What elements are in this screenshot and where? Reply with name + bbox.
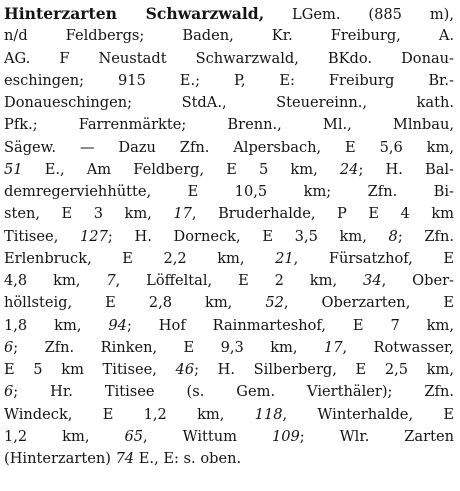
entry-text: sten, E 3 km, — [4, 205, 174, 223]
entry-text: AG. F Neustadt Schwarzwald, BKdo. Donau- — [4, 49, 454, 67]
entry-line — [4, 426, 454, 448]
entry-line — [4, 114, 454, 136]
entry-text: , Bruderhalde, P E 4 km — [191, 205, 454, 223]
entry-text: 4,8 km, — [4, 272, 107, 289]
entry-text: , Rotwasser, — [342, 338, 454, 356]
entry-line — [4, 48, 454, 70]
entry-text: ; Hof Rainmarteshof, E 7 km, — [126, 316, 454, 334]
entry-line — [4, 292, 454, 314]
population-figure: 127 — [80, 227, 108, 245]
entry-text: ; Hr. Titisee (s. Gem. Vierthäler); Zfn. — [13, 383, 454, 401]
entry-text: höllsteig, E 2,8 km, — [4, 294, 266, 312]
entry-line — [4, 203, 454, 225]
entry-text: LGem. (885 m), — [264, 6, 454, 23]
population-figure: 51 — [4, 160, 23, 178]
entry-text: , Löffeltal, E 2 km, — [115, 272, 364, 289]
entry-line — [4, 359, 454, 381]
entry-line — [4, 137, 454, 159]
entry-line — [4, 3, 454, 25]
entry-text: eschingen; 915 E.; P, E: Freiburg Br.- — [4, 71, 454, 89]
entry-line — [4, 248, 454, 270]
population-figure: 74 — [115, 450, 135, 467]
entry-line — [4, 404, 454, 426]
entry-text: , Oberzarten, E — [283, 294, 454, 312]
entry-text: Titisee, — [4, 227, 81, 245]
entry-line — [4, 25, 454, 47]
entry-text: Erlenbruck, E 2,2 km, — [4, 249, 276, 267]
entry-text: ; Zfn. — [397, 227, 454, 245]
entry-text: , Ober- — [381, 272, 454, 289]
entry-line — [4, 315, 454, 337]
population-figure: 7 — [106, 272, 116, 289]
population-figure: 17 — [323, 338, 343, 356]
population-figure: 94 — [108, 316, 127, 334]
population-figure: 6 — [4, 338, 14, 356]
entry-line — [4, 92, 454, 114]
entry-text: 1,2 km, — [4, 427, 125, 445]
entry-line — [4, 381, 454, 403]
entry-line — [4, 337, 454, 359]
entry-line — [4, 448, 454, 470]
entry-text: (Hinterzarten) — [4, 450, 116, 467]
population-figure: 52 — [265, 294, 284, 312]
population-figure: 46 — [175, 361, 195, 378]
entry-text: 1,8 km, — [4, 316, 109, 334]
entry-text: ; H. Bal- — [358, 160, 454, 178]
entry-line — [4, 181, 454, 203]
population-figure: 17 — [173, 205, 192, 223]
entry-line — [4, 226, 454, 248]
population-figure: 109 — [271, 427, 300, 445]
entry-text: E 5 km Titisee, — [4, 361, 176, 378]
population-figure: 65 — [124, 427, 144, 445]
entry-text: ; H. Silberberg, E 2,5 km, — [194, 361, 454, 378]
entry-text: demregerviehhütte, E 10,5 km; Zfn. Bi- — [4, 183, 454, 200]
population-figure: 8 — [388, 227, 398, 245]
headword: Hinterzarten Schwarzwald, — [4, 4, 265, 23]
entry-text: ; Zfn. Rinken, E 9,3 km, — [13, 338, 324, 356]
entry-text: ; H. Dorneck, E 3,5 km, — [107, 227, 389, 245]
entry-text: ; Wlr. Zarten — [299, 427, 454, 445]
entry-text: Windeck, E 1,2 km, — [4, 405, 255, 423]
entry-line — [4, 70, 454, 92]
entry-text: Sägew. — Dazu Zfn. Alpersbach, E 5,6 km, — [4, 138, 454, 156]
population-figure: 24 — [339, 160, 359, 178]
population-figure: 118 — [254, 405, 283, 423]
entry-text: E., Am Feldberg, E 5 km, — [22, 160, 340, 178]
gazetteer-entry — [4, 3, 454, 470]
entry-text: , Fürsatzhof, E — [293, 249, 454, 267]
entry-text: , Wittum — [143, 427, 272, 445]
population-figure: 6 — [4, 383, 14, 401]
population-figure: 34 — [363, 272, 382, 289]
entry-text: Pfk.; Farrenmärkte; Brenn., Ml., Mlnbau, — [4, 116, 454, 134]
entry-text: , Winterhalde, E — [282, 405, 454, 423]
population-figure: 21 — [275, 249, 294, 267]
entry-text: Donaueschingen; StdA., Steuereinn., kath. — [4, 94, 454, 111]
entry-line — [4, 270, 454, 292]
entry-text: n/d Feldbergs; Baden, Kr. Freiburg, A. — [4, 27, 454, 45]
entry-text: E., E: s. oben. — [134, 450, 242, 467]
entry-line — [4, 159, 454, 181]
